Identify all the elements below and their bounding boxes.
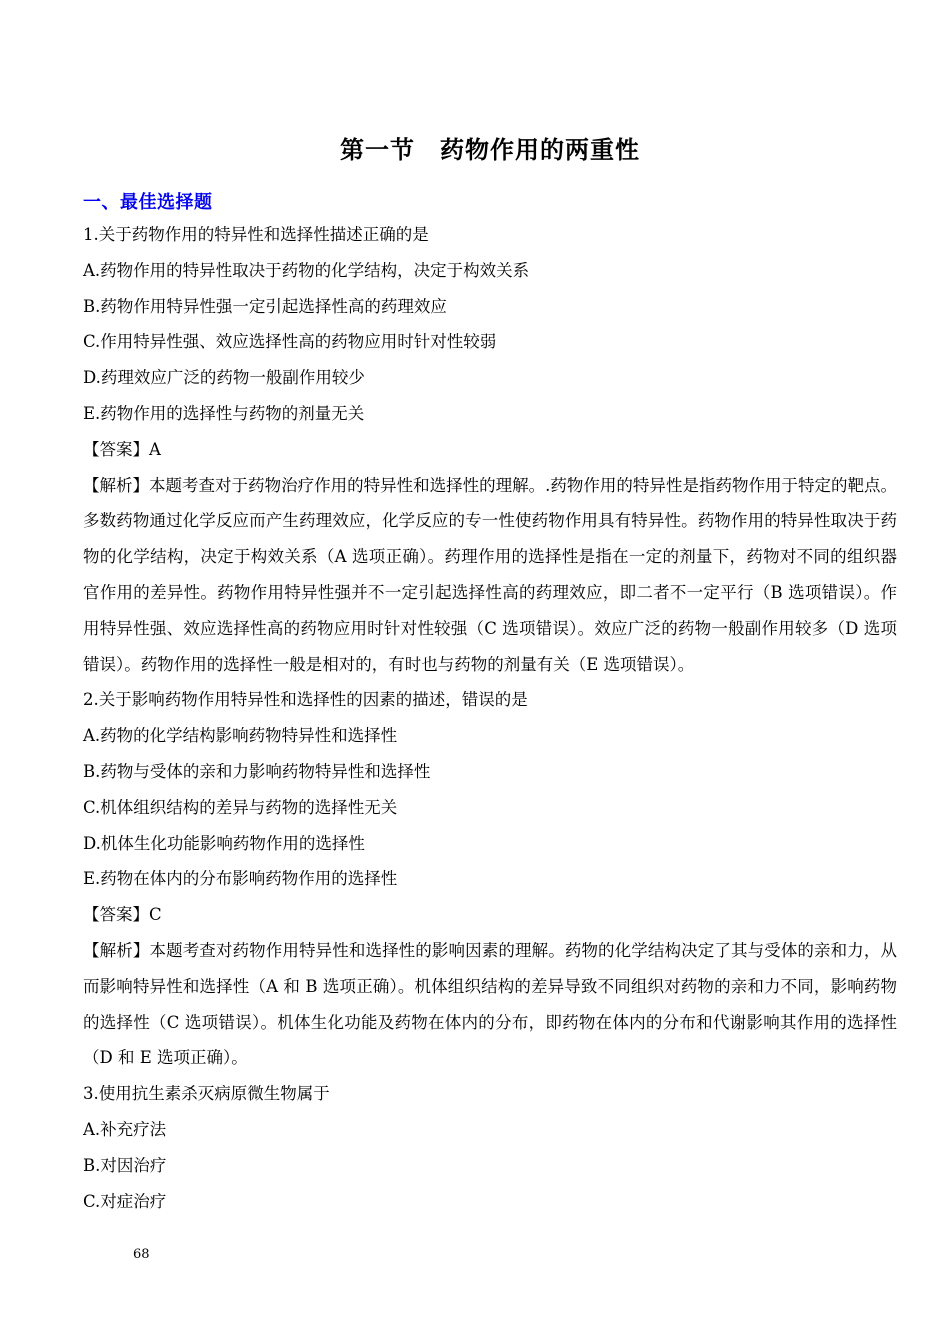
answer-label: 【答案】 xyxy=(83,905,149,925)
option-c: C.作用特异性强、效应选择性高的药物应用时针对性较弱 xyxy=(83,332,497,352)
question-stem: 2.关于影响药物作用特异性和选择性的因素的描述，错误的是 xyxy=(83,690,528,710)
option-b: B.药物与受体的亲和力影响药物特异性和选择性 xyxy=(83,761,431,781)
option-e: E.药物作用的选择性与药物的剂量无关 xyxy=(83,403,365,423)
question-block-2 xyxy=(83,682,897,1076)
option-a: A.补充疗法 xyxy=(83,1119,167,1139)
option-a: A.药物的化学结构影响药物特异性和选择性 xyxy=(83,726,398,746)
answer-label: 【答案】 xyxy=(83,439,149,459)
question-stem: 1.关于药物作用的特异性和选择性描述正确的是 xyxy=(83,225,429,244)
page-number: 68 xyxy=(133,1247,150,1262)
answer-line xyxy=(83,897,897,933)
option-c: C.对症治疗 xyxy=(83,1191,167,1211)
answer-value: A xyxy=(149,439,161,459)
option-e: E.药物在体内的分布影响药物作用的选择性 xyxy=(83,869,398,889)
option-d: D.药理效应广泛的药物一般副作用较少 xyxy=(83,368,365,388)
question-block-1 xyxy=(83,217,897,682)
question-type-heading: 一、最佳选择题 xyxy=(83,192,213,213)
option-a: A.药物作用的特异性取决于药物的化学结构，决定于构效关系 xyxy=(83,260,530,280)
analysis-paragraph xyxy=(83,933,897,1076)
option-d: D.机体生化功能影响药物作用的选择性 xyxy=(83,833,365,853)
question-stem: 3.使用抗生素杀灭病原微生物属于 xyxy=(83,1084,330,1104)
section-title: 第一节 药物作用的两重性 xyxy=(340,136,640,164)
analysis-label: 【解析】 xyxy=(83,940,150,960)
analysis-text: 本题考查对于药物治疗作用的特异性和选择性的理解。.药物作用的特异性是指药物作用于特定的靶点。多数药物通过化学反应而产生药理效应，化学反应的专一性使药物作用具有特异性。药物作用的特异性取决于药物的化学结构，决定于构效关系（A 选项正确）。药理作用的选择性是指在一定的剂量下，药物对不同的组织器官作用的差异性。药物作用特异性强并不一定引起选择性高的药理效应，即二者不一定平行（B 选项错误）。作用特异性强、效应选择性高的药物应用时针对性较强（C 选项错误）。效应广泛的药物一般副作用较多（D 选项错误）。药物作用的选择性一般是相对的，有时也与药物的剂量有关（E 选项错误）。 xyxy=(83,475,898,674)
question-block-3 xyxy=(83,1076,897,1219)
analysis-label: 【解析】 xyxy=(83,475,150,495)
option-b: B.对因治疗 xyxy=(83,1155,167,1175)
answer-line xyxy=(83,432,897,468)
answer-value: C xyxy=(149,905,162,925)
option-c: C.机体组织结构的差异与药物的选择性无关 xyxy=(83,797,398,817)
page-content xyxy=(83,0,897,1219)
option-b: B.药物作用特异性强一定引起选择性高的药理效应 xyxy=(83,296,447,316)
analysis-paragraph xyxy=(83,468,897,683)
questions-body xyxy=(83,217,897,1219)
analysis-text: 本题考查对药物作用特异性和选择性的影响因素的理解。药物的化学结构决定了其与受体的亲和力，从而影响特异性和选择性（A 和 B 选项正确）。机体组织结构的差异导致不同组织对药物的亲和力不同，影响药物的选择性（C 选项错误）。机体生化功能及药物在体内的分布，即药物在体内的分布和代谢影响其作用的选择性（D 和 E 选项正确）。 xyxy=(83,940,898,1068)
